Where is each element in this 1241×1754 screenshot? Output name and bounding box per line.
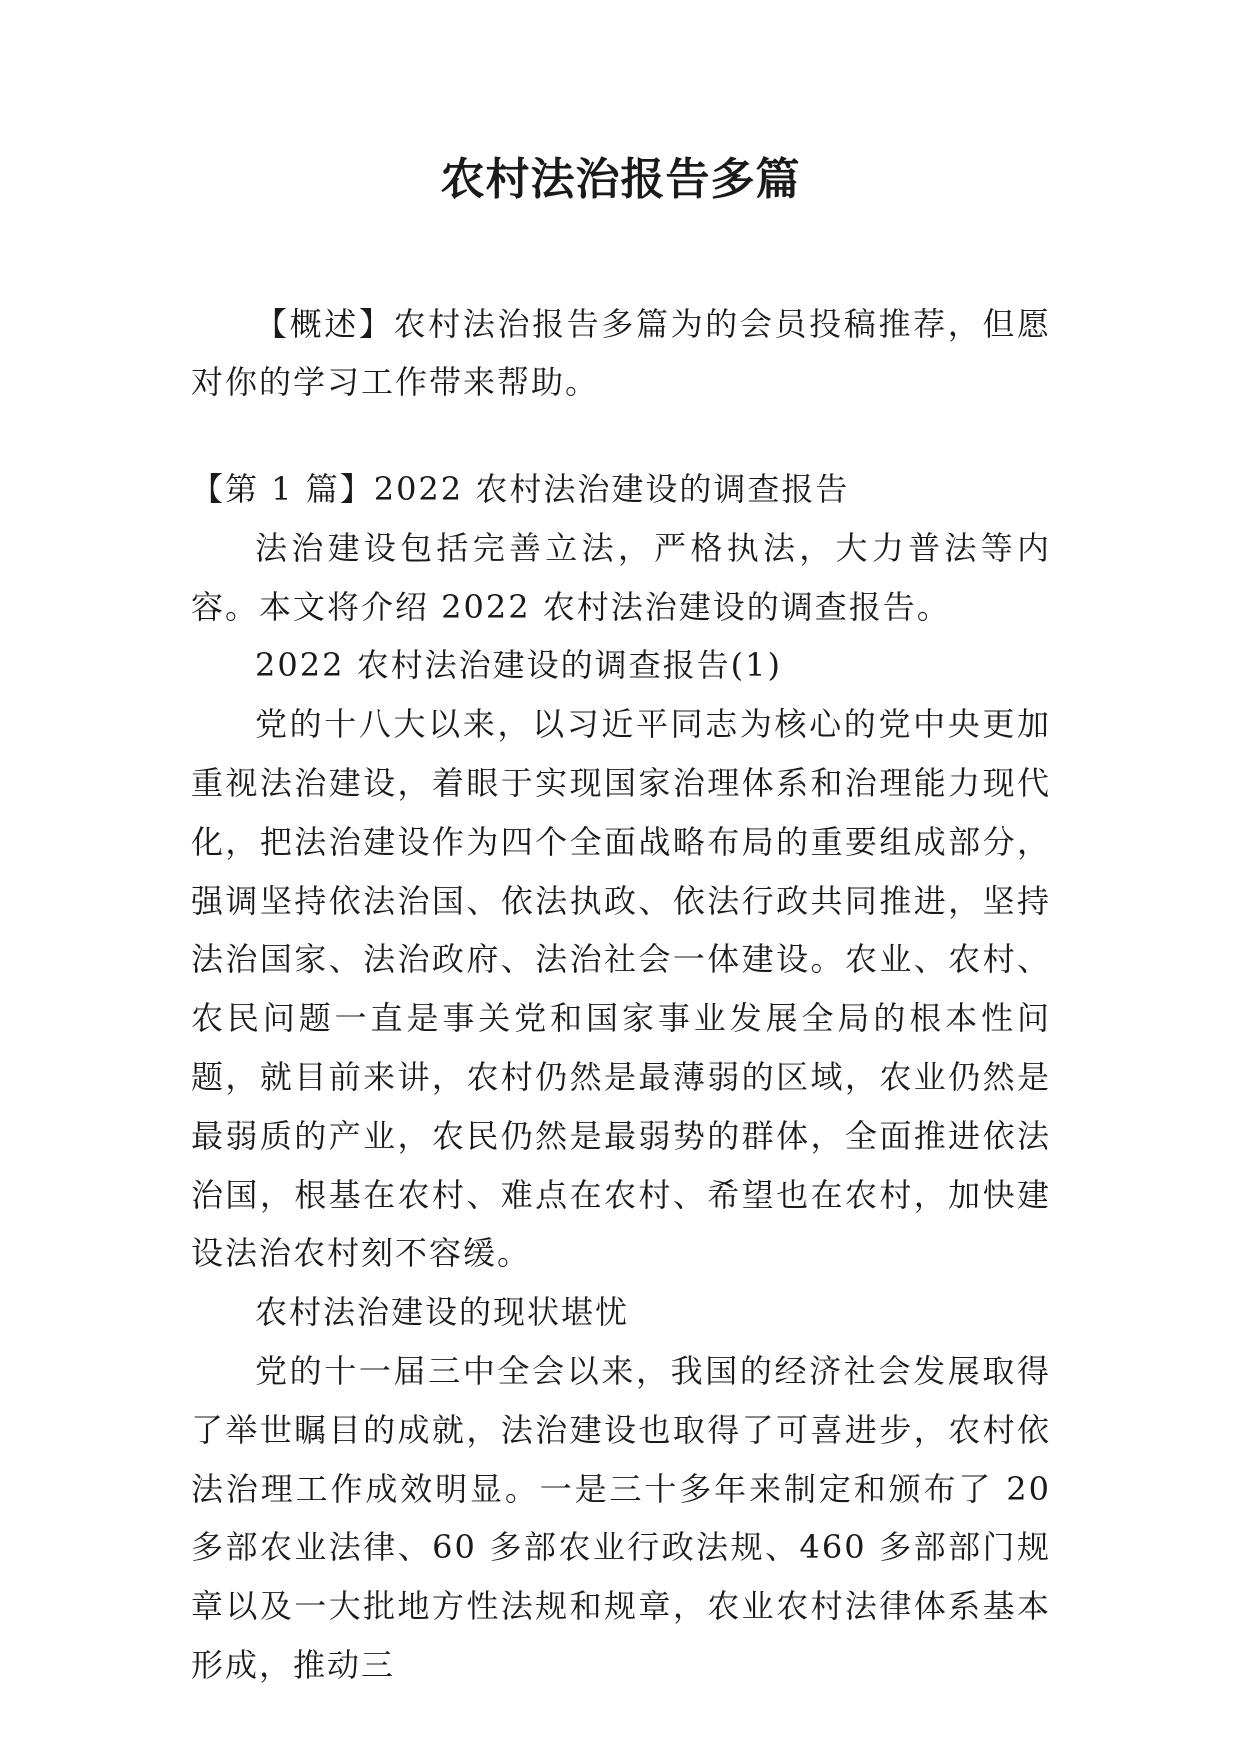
body-paragraph: 法治建设包括完善立法，严格执法，大力普法等内容。本文将介绍 2022 农村法治建设的调查报告。 (191, 528, 1051, 626)
body-paragraph: 党的十八大以来，以习近平同志为核心的党中央更加重视法治建设，着眼于实现国家治理体系和治理能力现代化，把法治建设作为四个全面战略布局的重要组成部分，强调坚持依法治国、依法执政、依法行政共同推进，坚持法治国家、法治政府、法治社会一体建设。农业、农村、农民问题一直是事关党和国家事业发展全局的根本性问题，就目前来讲，农村仍然是最薄弱的区域，农业仍然是最弱质的产业，农民仍然是最弱势的群体，全面推进依法治国，根基在农村、难点在农村、希望也在农村，加快建设法治农村刻不容缓。 (191, 705, 1051, 1273)
document-title: 农村法治报告多篇 (440, 154, 801, 205)
report-subtitle: 2022 农村法治建设的调查报告(1) (255, 646, 782, 685)
section-heading: 【第 1 篇】2022 农村法治建设的调查报告 (191, 470, 850, 508)
subsection-heading: 农村法治建设的现状堪忧 (255, 1293, 630, 1332)
body-paragraph: 党的十一届三中全会以来，我国的经济社会发展取得了举世瞩目的成就，法治建设也取得了可喜进步，农村依法治理工作成效明显。一是三十多年来制定和颁布了 20 多部农业法律、60 多部农业行政法规、460 多部部门规章以及一大批地方性法规和规章，农业农村法律体系基本形成，推动三 (191, 1351, 1051, 1684)
document-body (191, 460, 1051, 1695)
document-summary: 【概述】农村法治报告多篇为的会员投稿推荐，但愿对你的学习工作带来帮助。 (191, 305, 1051, 401)
